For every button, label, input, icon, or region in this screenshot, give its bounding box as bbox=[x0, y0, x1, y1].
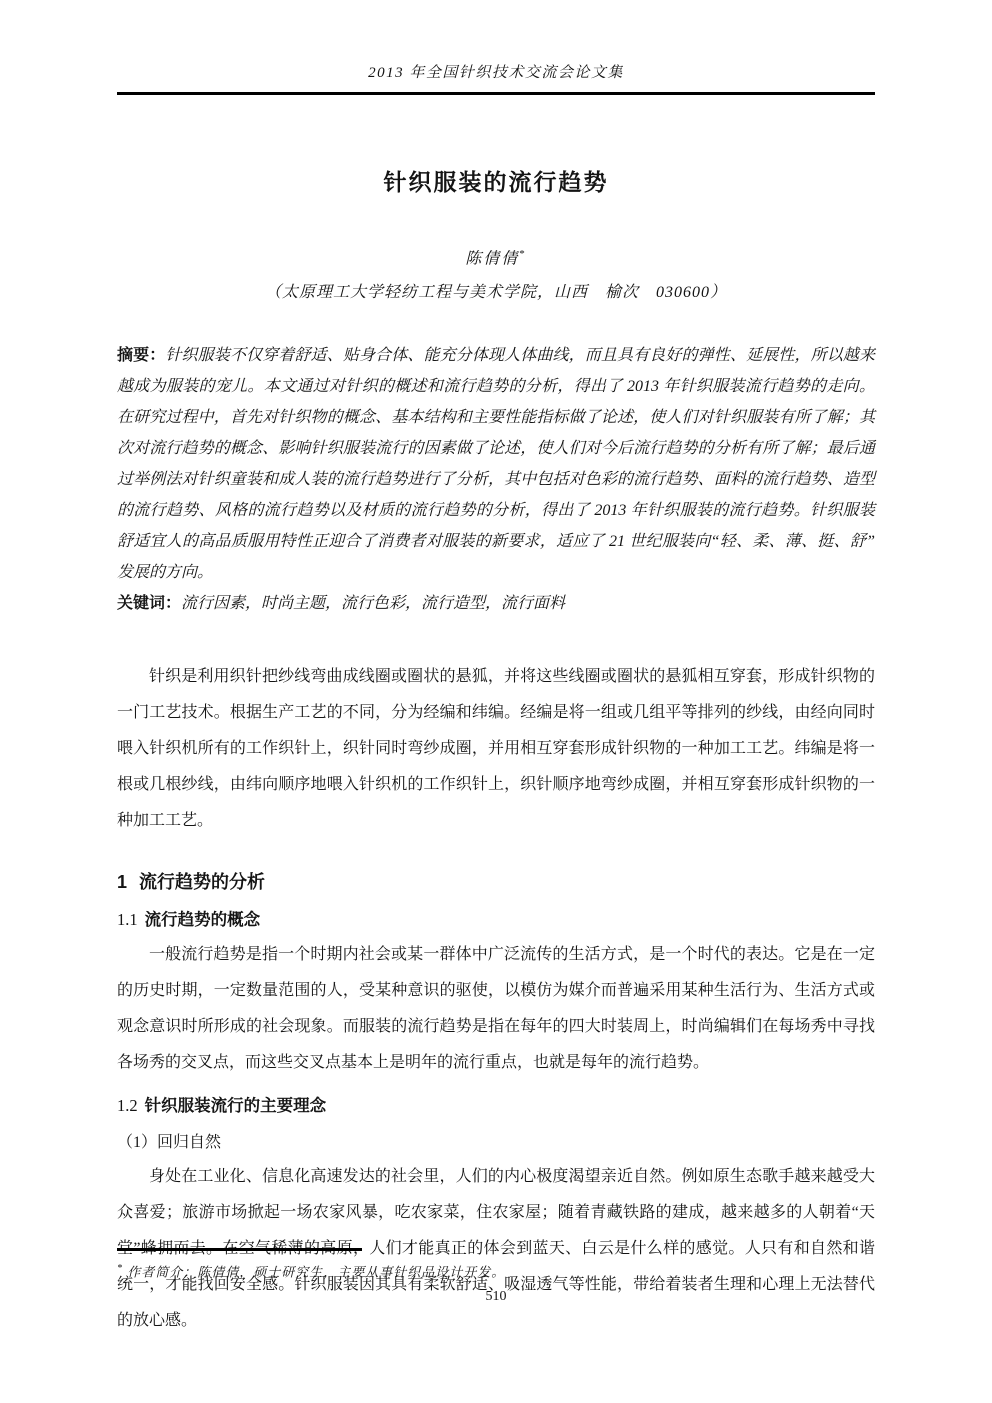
section-1-1-title: 流行趋势的概念 bbox=[144, 911, 261, 930]
keywords-text: 流行因素，时尚主题，流行色彩，流行造型，流行面料 bbox=[181, 595, 566, 613]
author-affiliation: （太原理工大学轻纺工程与美术学院，山西 榆次 030600） bbox=[264, 284, 727, 302]
list-item-1-paragraph: 身处在工业化、信息化高速发达的社会里，人们的内心极度渴望亲近自然。例如原生态歌手越来越受大众喜爱；旅游市场掀起一场农家风暴，吃农家菜，住农家屋；随着青藏铁路的建成，越来越多的人朝着“天堂”蜂拥而去。在空气稀薄的高原，人们才能真正的体会到蓝天、白云是什么样的感觉。人只有和自然和谐统一，才能找回安全感。针织服装因其具有柔软舒适、吸湿透气等性能，带给着装者生理和心理上无法替代的放心感。 bbox=[117, 1168, 875, 1330]
section-1-1-paragraph: 一般流行趋势是指一个时期内社会或某一群体中广泛流传的生活方式，是一个时代的表达。它是在一定的历史时期，一定数量范围的人，受某种意识的驱使，以模仿为媒介而普遍采用某种生活行为、生活方式或观念意识时所形成的社会现象。而服装的流行趋势是指在每年的四大时装周上，时尚编辑们在每场秀中寻找各场秀的交叉点，而这些交叉点基本上是明年的流行重点，也就是每年的流行趋势。 bbox=[117, 946, 875, 1072]
section-1-heading bbox=[117, 869, 875, 895]
footnote-text: 作者简介：陈倩倩，硕士研究生，主要从事针织品设计开发。 bbox=[127, 1264, 506, 1280]
page-title: 针织服装的流行趋势 bbox=[383, 169, 609, 195]
header-rule bbox=[117, 92, 875, 95]
page-number: 510 bbox=[485, 1289, 507, 1305]
keywords-label: 关键词： bbox=[117, 595, 182, 613]
footnote-mark: * bbox=[117, 1263, 123, 1274]
list-item-1-number: （1） bbox=[117, 1134, 158, 1152]
section-1-number: 1 bbox=[117, 872, 128, 893]
section-1-1-heading bbox=[117, 907, 875, 933]
section-1-2-title: 针织服装流行的主要理念 bbox=[144, 1097, 327, 1116]
author-footnote-mark: * bbox=[519, 248, 527, 260]
footnote-separator bbox=[117, 1248, 362, 1251]
section-1-2-number: 1.2 bbox=[117, 1096, 138, 1116]
abstract-block bbox=[117, 340, 875, 619]
section-1-1-number: 1.1 bbox=[117, 910, 138, 930]
intro-paragraph: 针织是利用织针把纱线弯曲成线圈或圈状的悬狐，并将这些线圈或圈状的悬狐相互穿套，形成针织物的一门工艺技术。根据生产工艺的不同，分为经编和纬编。经编是将一组或几组平等排列的纱线，由经向同时喂入针织机所有的工作织针上，织针同时弯纱成圈，并用相互穿套形成针织物的一种加工工艺。纬编是将一根或几根纱线，由纬向顺序地喂入针织机的工作织针上，织针顺序地弯纱成圈，并相互穿套形成针织物的一种加工工艺。 bbox=[117, 668, 875, 830]
abstract-text: 针织服装不仅穿着舒适、贴身合体、能充分体现人体曲线，而且具有良好的弹性、延展性，所以越来越成为服装的宠儿。本文通过对针织的概述和流行趋势的分析，得出了 2013 年针织服装流行趋势的走向。在研究过程中，首先对针织物的概念、基本结构和主要性能指标做了论述，使人们对针织服装有所了解；其次对流行趋势的概念、影响针织服装流行的因素做了论述，使人们对今后流行趋势的分析有所了解；最后通过举例法对针织童装和成人装的流行趋势进行了分析，其中包括对色彩的流行趋势、面料的流行趋势、造型的流行趋势、风格的流行趋势以及材质的流行趋势的分析，得出了 2013 年针织服装的流行趋势。针织服装舒适宜人的高品质服用特性正迎合了消费者对服装的新要求，适应了 21 世纪服装向“轻、柔、薄、挺、舒”发展的方向。 bbox=[117, 347, 875, 582]
page-footer bbox=[117, 1248, 875, 1306]
keywords-line bbox=[117, 588, 875, 619]
author-name: 陈倩倩 bbox=[465, 250, 520, 268]
journal-header: 2013 年全国针织技术交流会论文集 bbox=[368, 65, 624, 81]
author-line bbox=[117, 243, 875, 270]
footnote bbox=[117, 1260, 875, 1281]
list-item-1-title: 回归自然 bbox=[157, 1134, 222, 1152]
section-1-title: 流行趋势的分析 bbox=[139, 872, 266, 893]
list-item-1-heading bbox=[117, 1127, 875, 1159]
section-1-2-heading bbox=[117, 1093, 875, 1119]
abstract-label: 摘要： bbox=[117, 347, 166, 365]
